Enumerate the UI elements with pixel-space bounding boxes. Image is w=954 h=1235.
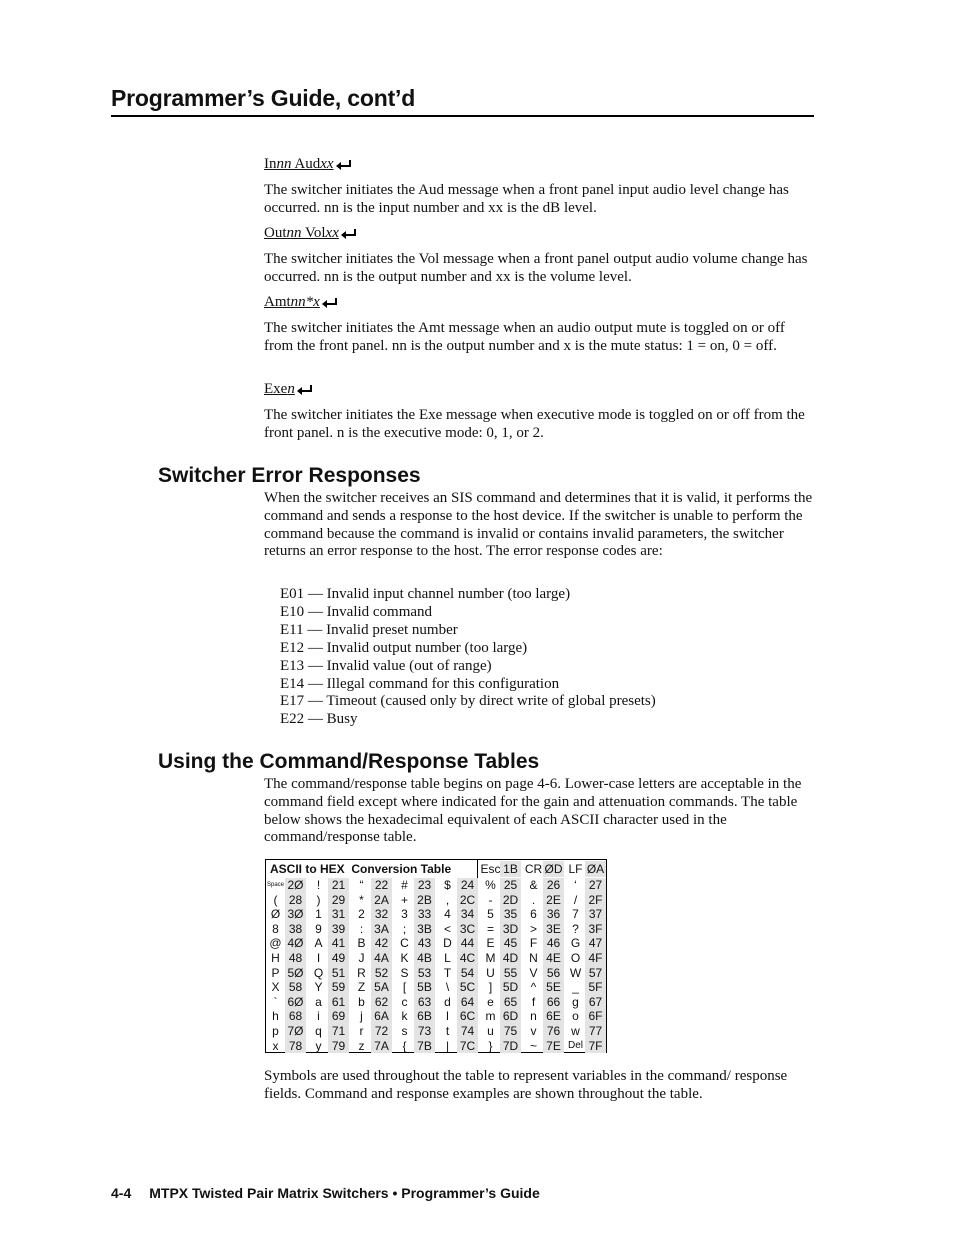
table-hex-cell: 5A: [371, 980, 392, 995]
table-char-cell: S: [400, 965, 409, 980]
table-hex-cell: 41: [328, 936, 349, 951]
table-char-cell: f: [531, 994, 536, 1009]
table-char-cell: X: [271, 980, 280, 995]
header-hex: ØD: [544, 862, 563, 876]
table-hex-cell: 49: [328, 951, 349, 966]
table-hex-cell: 66: [543, 995, 564, 1010]
table-hex-cell: 78: [285, 1039, 306, 1054]
table-hex-cell: 4B: [414, 951, 435, 966]
table-hex-cell: 2E: [543, 893, 564, 908]
table-char-cell: p: [272, 1024, 279, 1038]
table-hex-cell: 7C: [457, 1039, 478, 1054]
table-char-cell: r: [359, 1024, 364, 1038]
command-exe: Exen: [264, 381, 314, 398]
table-hex-cell: 4Ø: [285, 936, 306, 951]
table-hex-cell: 48: [285, 951, 306, 966]
table-char-cell: W: [569, 965, 582, 980]
table-char-cell: w: [571, 1024, 580, 1038]
table-char-cell: Q: [313, 965, 324, 980]
table-hex-cell: 2B: [414, 893, 435, 908]
table-char-cell: c: [401, 994, 408, 1009]
enter-icon: [321, 297, 339, 308]
table-hex-cell: 73: [414, 1024, 435, 1039]
errors-intro: When the switcher receives an SIS command and determines that it is valid, it performs the command and sends a response to the host device. If the switcher is unable to perform the command because the command is invalid or contains invalid parameters, the switcher returns an error response to the host. The error response codes are:: [264, 490, 813, 560]
header-char: Esc: [480, 862, 501, 876]
table-char-cell: 7: [572, 907, 579, 922]
table-char-cell: 9: [315, 921, 322, 936]
table-hex-cell: 2F: [585, 893, 606, 908]
table-hex-cell: 23: [414, 878, 435, 893]
table-char-cell: 8: [272, 921, 279, 936]
table-char-cell: 4: [444, 907, 451, 922]
table-char-cell: ;: [402, 921, 407, 936]
table-hex-cell: 68: [285, 1009, 306, 1024]
table-hex-cell: 4C: [457, 951, 478, 966]
table-char-cell: A: [314, 936, 323, 951]
command-exe-description: The switcher initiates the Exe message when executive mode is toggled on or off from the front panel. n is the executive mode: 0, 1, or 2.: [264, 407, 805, 441]
table-char-cell: =: [486, 921, 494, 936]
table-char-cell: <: [443, 921, 451, 936]
table-hex-cell: 5D: [500, 980, 521, 995]
table-hex-cell: 5E: [543, 980, 564, 995]
table-hex-cell: 5F: [585, 980, 606, 995]
table-hex-cell: 22: [371, 878, 392, 893]
table-hex-cell: 24: [457, 878, 478, 893]
table-char-cell: D: [443, 936, 452, 951]
table-hex-cell: 6C: [457, 1009, 478, 1024]
table-char-cell: G: [570, 936, 581, 951]
table-char-cell: &: [529, 878, 538, 892]
table-char-cell: y: [315, 1038, 322, 1053]
table-char-cell: v: [530, 1024, 537, 1038]
table-hex-cell: 3A: [371, 922, 392, 937]
table-char-cell: b: [358, 994, 365, 1009]
table-char-cell: %: [485, 878, 496, 892]
command-aud-description: The switcher initiates the Aud message when a front panel input audio level change has occurred. nn is the input number and xx is the dB level.: [264, 182, 789, 216]
enter-icon: [335, 159, 353, 170]
table-hex-cell: 5B: [414, 980, 435, 995]
table-char-cell: }: [488, 1038, 493, 1053]
error-code: E01 — Invalid input channel number (too large): [280, 586, 571, 602]
table-hex-cell: 7E: [543, 1039, 564, 1054]
table-char-cell: Z: [357, 980, 366, 995]
table-char-cell: `: [273, 994, 278, 1009]
table-char-cell: h: [272, 1009, 279, 1024]
error-code: E22 — Busy: [280, 711, 358, 728]
page-header: [111, 84, 814, 117]
table-char-cell: U: [486, 965, 495, 980]
table-char-cell: Del: [567, 1039, 583, 1051]
command-amt: Amtnn*x: [264, 294, 339, 311]
section-heading-errors: Switcher Error Responses: [158, 464, 421, 487]
table-hex-cell: 7F: [585, 1039, 606, 1054]
error-code: E17 — Timeout (caused only by direct write of global presets): [280, 693, 656, 710]
table-char-cell: Y: [314, 980, 323, 995]
table-char-cell: 3: [401, 907, 408, 922]
header-divider: [477, 860, 478, 878]
table-hex-cell: 67: [585, 995, 606, 1010]
table-char-cell: t: [445, 1024, 450, 1038]
table-char-cell: O: [570, 951, 581, 965]
table-char-cell: d: [444, 994, 451, 1009]
table-hex-cell: 72: [371, 1024, 392, 1039]
table-char-cell: $: [444, 878, 451, 892]
table-hex-cell: 36: [543, 907, 564, 922]
header-char: LF: [568, 862, 583, 876]
table-hex-cell: 2A: [371, 893, 392, 908]
table-char-cell: o: [572, 1009, 579, 1024]
table-hex-cell: 55: [500, 966, 521, 981]
table-hex-cell: 31: [328, 907, 349, 922]
table-hex-cell: 6B: [414, 1009, 435, 1024]
table-char-cell: ^: [530, 980, 537, 995]
page-number: 4-4: [111, 1185, 132, 1201]
table-char-cell: /: [573, 892, 578, 907]
table-hex-cell: 64: [457, 995, 478, 1010]
table-hex-cell: 2C: [457, 893, 478, 908]
table-hex-cell: 75: [500, 1024, 521, 1039]
table-char-cell: 2: [358, 907, 365, 922]
table-hex-cell: 7A: [371, 1039, 392, 1054]
table-hex-cell: 3C: [457, 922, 478, 937]
table-hex-cell: 69: [328, 1009, 349, 1024]
footer-text: MTPX Twisted Pair Matrix Switchers • Programmer’s Guide: [149, 1185, 540, 1201]
table-char-cell: m: [485, 1009, 496, 1024]
header-char: CR: [524, 862, 543, 876]
table-hex-cell: 6F: [585, 1009, 606, 1024]
table-hex-cell: 54: [457, 966, 478, 981]
table-hex-cell: 6D: [500, 1009, 521, 1024]
command-amt-description: The switcher initiates the Amt message when an audio output mute is toggled on or off from the front panel. nn is the output number and x is the mute status: 1 = on, 0 = off.: [264, 320, 785, 354]
table-hex-cell: 62: [371, 995, 392, 1010]
table-char-cell: ,: [445, 892, 450, 907]
table-hex-cell: 35: [500, 907, 521, 922]
table-char-cell: +: [400, 892, 408, 907]
table-hex-cell: 3Ø: [285, 907, 306, 922]
table-hex-cell: 34: [457, 907, 478, 922]
table-hex-cell: 47: [585, 936, 606, 951]
table-hex-cell: 65: [500, 995, 521, 1010]
table-char-cell: “: [359, 878, 364, 892]
footer: [111, 1185, 540, 1201]
table-char-cell: T: [443, 965, 452, 980]
table-char-cell: Space: [266, 882, 284, 888]
table-char-cell: 1: [315, 907, 322, 922]
table-hex-cell: 71: [328, 1024, 349, 1039]
table-char-cell: u: [487, 1024, 494, 1038]
table-char-cell: Ø: [270, 907, 281, 922]
table-char-cell: 6: [530, 907, 537, 922]
table-hex-cell: 56: [543, 966, 564, 981]
table-char-cell: .: [531, 892, 536, 907]
table-char-cell: ‘: [574, 878, 577, 892]
table-char-cell: j: [360, 1009, 363, 1024]
tables-outro: Symbols are used throughout the table to represent variables in the command/ response fields. Command and response examples are shown throughout the table.: [264, 1068, 788, 1102]
table-hex-cell: 63: [414, 995, 435, 1010]
table-char-cell: a: [315, 994, 322, 1009]
enter-icon: [340, 228, 358, 239]
table-char-cell: N: [529, 951, 538, 965]
table-char-cell: ~: [529, 1038, 537, 1053]
table-hex-cell: 7Ø: [285, 1024, 306, 1039]
table-hex-cell: 26: [543, 878, 564, 893]
table-hex-cell: 6A: [371, 1009, 392, 1024]
header-hex: ØA: [586, 862, 605, 876]
table-hex-cell: 27: [585, 878, 606, 893]
command-vol-description: The switcher initiates the Vol message when a front panel output audio volume change has occurred. nn is the output number and xx is the volume level.: [264, 251, 808, 285]
table-hex-cell: 7D: [500, 1039, 521, 1054]
table-hex-cell: 3F: [585, 922, 606, 937]
table-hex-cell: 29: [328, 893, 349, 908]
table-hex-cell: 46: [543, 936, 564, 951]
table-hex-cell: 57: [585, 966, 606, 981]
table-char-cell: P: [271, 965, 280, 980]
table-char-cell: z: [358, 1038, 365, 1053]
table-hex-cell: 33: [414, 907, 435, 922]
page-title: Programmer’s Guide, cont’d: [111, 85, 416, 111]
table-char-cell: 5: [487, 907, 494, 922]
table-hex-cell: 4F: [585, 951, 606, 966]
table-char-cell: n: [530, 1009, 537, 1024]
table-hex-cell: 43: [414, 936, 435, 951]
table-char-cell: ): [316, 892, 321, 907]
table-char-cell: (: [273, 892, 278, 907]
table-char-cell: i: [317, 1009, 320, 1024]
table-char-cell: R: [357, 965, 366, 980]
table-hex-cell: 61: [328, 995, 349, 1010]
error-code-list: [280, 586, 656, 729]
table-hex-cell: 2Ø: [285, 878, 306, 893]
table-char-cell: k: [401, 1009, 408, 1024]
table-char-cell: ]: [488, 980, 493, 995]
table-char-cell: -: [488, 892, 493, 907]
table-char-cell: !: [316, 878, 321, 892]
command-vol: Outnn Volxx: [264, 225, 358, 242]
table-char-cell: \: [445, 980, 450, 995]
table-hex-cell: 21: [328, 878, 349, 893]
table-hex-cell: 2D: [500, 893, 521, 908]
table-char-cell: @: [269, 936, 282, 951]
table-hex-cell: 5Ø: [285, 966, 306, 981]
table-hex-cell: 32: [371, 907, 392, 922]
table-hex-cell: 77: [585, 1024, 606, 1039]
table-hex-cell: 6Ø: [285, 995, 306, 1010]
error-code: E14 — Illegal command for this configuration: [280, 675, 560, 692]
table-char-cell: ?: [572, 921, 579, 936]
table-hex-cell: 53: [414, 966, 435, 981]
table-hex-cell: 5C: [457, 980, 478, 995]
table-char-cell: V: [529, 965, 538, 980]
table-char-cell: >: [529, 921, 537, 936]
table-hex-cell: 44: [457, 936, 478, 951]
table-hex-cell: 45: [500, 936, 521, 951]
table-char-cell: L: [444, 951, 451, 965]
table-char-cell: E: [486, 936, 495, 951]
table-hex-cell: 51: [328, 966, 349, 981]
table-hex-cell: 6E: [543, 1009, 564, 1024]
table-char-cell: K: [400, 951, 409, 965]
table-char-cell: {: [402, 1038, 407, 1053]
table-hex-cell: 4D: [500, 951, 521, 966]
table-char-cell: C: [400, 936, 409, 951]
table-char-cell: |: [445, 1038, 450, 1053]
table-hex-cell: 3E: [543, 922, 564, 937]
table-hex-cell: 39: [328, 922, 349, 937]
table-hex-cell: 58: [285, 980, 306, 995]
enter-icon: [296, 384, 314, 395]
table-hex-cell: 38: [285, 922, 306, 937]
section-heading-tables: Using the Command/Response Tables: [158, 750, 540, 773]
table-title: ASCII to HEX Conversion Table: [270, 862, 452, 876]
table-char-cell: q: [315, 1024, 322, 1038]
table-hex-cell: 3D: [500, 922, 521, 937]
table-hex-cell: 79: [328, 1039, 349, 1054]
command-aud: Innn Audxx: [264, 156, 353, 173]
table-char-cell: I: [316, 951, 321, 965]
table-char-cell: e: [487, 994, 494, 1009]
table-char-cell: *: [359, 892, 364, 907]
table-hex-cell: 7B: [414, 1039, 435, 1054]
table-char-cell: :: [359, 921, 364, 936]
header-hex: 1B: [500, 861, 521, 877]
table-hex-cell: 74: [457, 1024, 478, 1039]
table-char-cell: x: [272, 1038, 279, 1053]
table-hex-cell: 76: [543, 1024, 564, 1039]
table-hex-cell: 4E: [543, 951, 564, 966]
table-char-cell: _: [572, 980, 579, 995]
table-char-cell: F: [529, 936, 538, 951]
table-hex-cell: 52: [371, 966, 392, 981]
table-char-cell: g: [572, 994, 579, 1009]
table-hex-cell: 42: [371, 936, 392, 951]
table-hex-cell: 4A: [371, 951, 392, 966]
table-char-cell: J: [358, 951, 365, 965]
table-hex-cell: 37: [585, 907, 606, 922]
table-hex-cell: 59: [328, 980, 349, 995]
table-char-cell: #: [401, 878, 408, 892]
error-code: E12 — Invalid output number (too large): [280, 639, 528, 656]
error-code: E10 — Invalid command: [280, 603, 433, 620]
table-char-cell: l: [446, 1009, 449, 1024]
table-hex-cell: 25: [500, 878, 521, 893]
table-hex-cell: 3B: [414, 922, 435, 937]
tables-intro: The command/response table begins on page 4-6. Lower-case letters are acceptable in the command field except where indicated for the gain and attenuation commands. The table below shows the hexadecimal equivalent of each ASCII character used in the command/response table.: [264, 776, 802, 846]
table-hex-cell: 28: [285, 893, 306, 908]
table-char-cell: s: [401, 1024, 408, 1038]
error-code: E13 — Invalid value (out of range): [280, 657, 492, 674]
table-char-cell: B: [357, 936, 366, 951]
table-char-cell: H: [271, 951, 280, 965]
table-char-cell: M: [485, 951, 496, 965]
error-code: E11 — Invalid preset number: [280, 621, 458, 638]
table-char-cell: [: [402, 980, 407, 995]
ascii-hex-table: [265, 859, 607, 1053]
